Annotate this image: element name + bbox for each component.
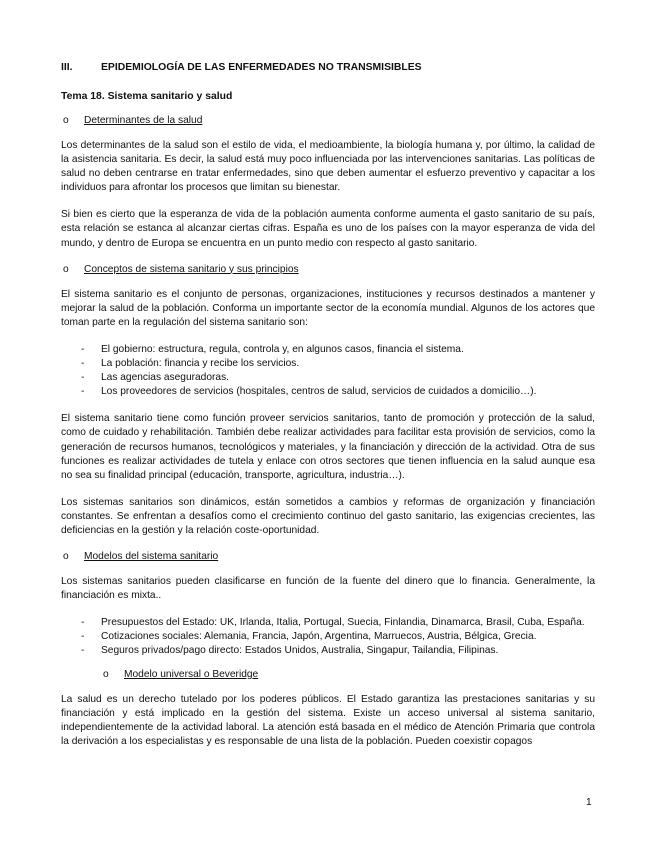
dash-marker: -	[81, 343, 85, 355]
section-heading-conceptos	[61, 264, 595, 275]
dash-marker: -	[81, 372, 85, 384]
paragraph: Si bien es cierto que la esperanza de vida de la población aumenta conforme aumenta el gasto sanitario de su país, esta relación se estanca al alcanzar ciertas cifras. España es uno de los países con la mayor esperanza de vida del mundo, y dentro de Europa se encuentra en un punto medio con respecto al gasto sanitario.	[61, 209, 595, 249]
list-item	[61, 630, 595, 644]
bullet-marker: o	[63, 115, 69, 126]
list-item-text: Los proveedores de servicios (hospitales, centros de salud, servicios de cuidados a domicilio…).	[101, 386, 537, 398]
list-item-text: La población: financia y recibe los servicios.	[101, 358, 300, 370]
models-list	[61, 616, 595, 658]
list-item	[61, 357, 595, 371]
list-item-text: El gobierno: estructura, regula, controla y, en algunos casos, financia el sistema.	[101, 343, 464, 355]
section-heading-modelos	[61, 551, 595, 562]
page-number: 1	[586, 797, 592, 808]
actors-list	[61, 343, 595, 399]
list-item	[61, 616, 595, 630]
list-item-text: Cotizaciones sociales: Alemania, Francia, Japón, Argentina, Marruecos, Austria, Bélgica, Grecia.	[101, 631, 537, 643]
section-heading-determinantes	[61, 115, 595, 126]
chapter-heading	[61, 62, 595, 73]
dash-marker: -	[81, 386, 85, 398]
bullet-marker: o	[63, 551, 69, 563]
dash-marker: -	[81, 617, 85, 629]
dash-marker: -	[81, 631, 85, 643]
subsection-heading-beveridge	[61, 669, 595, 680]
paragraph: La salud es un derecho tutelado por los poderes públicos. El Estado garantiza las prestaciones sanitarias y su financiación y está implicado en la gestión del sistema. Existe un acceso universal al sistema sanitario, independientemente de la actividad laboral. La atención está basada en el médico de Atención Primaria que controla la derivación a los especialistas y es responsable de una lista de la población. Pueden coexistir copagos	[61, 693, 595, 747]
list-item	[61, 644, 595, 658]
paragraph: El sistema sanitario es el conjunto de personas, organizaciones, instituciones y recursos destinados a mantener y mejorar la salud de la población. Conforma un importante sector de la economía mundial. Algunos de los actores que toman parte en la regulación del sistema sanitario son:	[61, 288, 595, 328]
section-title: Determinantes de la salud	[84, 115, 203, 126]
section-title: Modelos del sistema sanitario	[84, 551, 219, 563]
list-item-text: Seguros privados/pago directo: Estados Unidos, Australia, Singapur, Tailandia, Filipinas.	[101, 645, 499, 657]
dash-marker: -	[81, 645, 85, 657]
paragraph: Los sistemas sanitarios son dinámicos, están sometidos a cambios y reformas de organización y financiación constantes. Se enfrentan a desafíos como el crecimiento continuo del gasto sanitario, las exigencias crecientes, las deficiencias en la gestión y la relación coste-oportunidad.	[61, 496, 595, 536]
section-title: Modelo universal o Beveridge	[124, 668, 259, 680]
topic-title: Tema 18. Sistema sanitario y salud	[61, 91, 233, 102]
bullet-marker: o	[103, 668, 109, 680]
bullet-marker: o	[63, 263, 69, 275]
chapter-number: III.	[61, 62, 73, 73]
list-item	[61, 343, 595, 357]
paragraph: Los determinantes de la salud son el estilo de vida, el medioambiente, la biología humana y, por último, la calidad de la asistencia sanitaria. Es decir, la salud está muy poco influenciada por las intervenciones sanitarias. Las políticas de salud no deben centrarse en tratar enfermedades, sino que deben aumentar el esfuerzo preventivo y capacitar a los individuos para afrontar los procesos que limitan su bienestar.	[61, 140, 595, 194]
paragraph: El sistema sanitario tiene como función proveer servicios sanitarios, tanto de promoción y protección de la salud, como de cuidado y rehabilitación. También debe realizar actividades para facilitar esta provisión de servicios, como la generación de recursos humanos, tecnológicos y materiales, y la financiación y dirección de la actividad. Otra de sus funciones es realizar actividades de tutela y enlace con otros sectores que tienen influencia en la salud aunque esa no sea su finalidad principal (educación, transporte, agricultura, industria…).	[61, 413, 595, 481]
list-item	[61, 371, 595, 385]
paragraph: Los sistemas sanitarios pueden clasificarse en función de la fuente del dinero que lo financia. Generalmente, la financiación es mixta..	[61, 576, 595, 602]
section-title: Conceptos de sistema sanitario y sus principios	[84, 263, 299, 275]
list-item-text: Las agencias aseguradoras.	[101, 372, 229, 384]
list-item-text: Presupuestos del Estado: UK, Irlanda, Italia, Portugal, Suecia, Finlandia, Dinamarca, Brasil, Cuba, España.	[101, 617, 585, 629]
list-item	[61, 385, 595, 399]
dash-marker: -	[81, 358, 85, 370]
chapter-title: EPIDEMIOLOGÍA DE LAS ENFERMEDADES NO TRANSMISIBLES	[101, 62, 422, 73]
